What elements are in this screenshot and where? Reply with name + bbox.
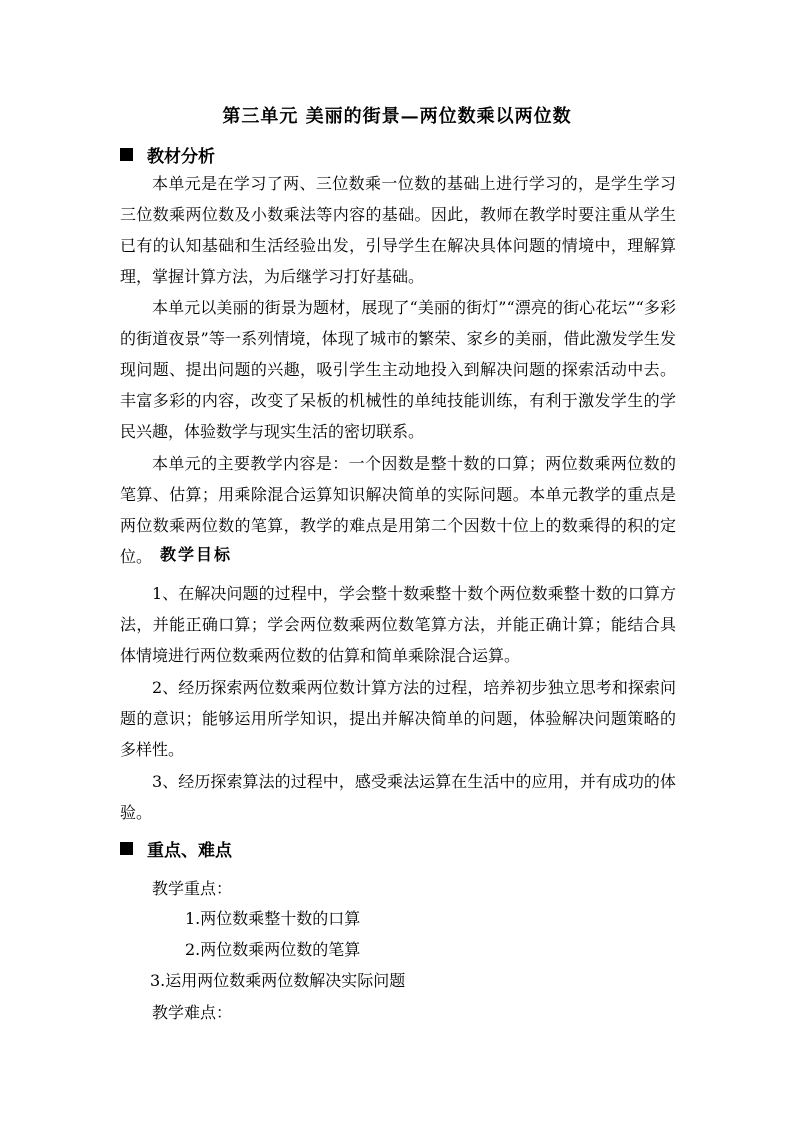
section-heading-label: 教材分析 [147, 147, 215, 167]
analysis-paragraph-3: 本单元的主要教学内容是：一个因数是整十数的口算；两位数乘两位数的笔算、估算；用乘除混合运算知识解决简单的实际问题。本单元教学的重点是两位数乘两位数的笔算，教学的难点是用第二个因数十位上的数乘得的积的定位。 [120, 454, 676, 566]
goal-item-2: 2、经历探索两位数乘两位数计算方法的过程，培养初步独立思考和探索问题的意识；能够运用所学知识，提出并解决简单的问题，体验解决问题策略的多样性。 [120, 678, 676, 759]
goal-item-3: 3、经历探索算法的过程中，感受乘法运算在生活中的应用，并有成功的体验。 [120, 772, 676, 822]
section-heading-label: 重点、难点 [147, 841, 232, 861]
section-heading-goals: 教学目标 [160, 545, 233, 564]
square-bullet-icon [120, 842, 133, 855]
section-heading-analysis [120, 142, 215, 167]
difficulty-label: 教学难点： [152, 1003, 233, 1022]
key-point-item-1: 1.两位数乘整十数的口算 [185, 909, 361, 928]
analysis-paragraph-2: 本单元以美丽的街景为题材，展现了“美丽的街灯”“漂亮的街心花坛”“多彩的街道夜景”等一系列情境，体现了城市的繁荣、家乡的美丽，借此激发学生发现问题、提出问题的兴趣，吸引学生主动地投入到解决问题的探索活动中去。丰富多彩的内容，改变了呆板的机械性的单纯技能训练，有利于激发学生的学民兴趣，体验数学与现实生活的密切联系。 [120, 298, 676, 441]
square-bullet-icon [120, 148, 133, 161]
document-title: 第三单元 美丽的街景—两位数乘以两位数 [222, 106, 572, 127]
goal-item-1: 1、在解决问题的过程中，学会整十数乘整十数个两位数乘整十数的口算方法，并能正确口算；学会两位数乘两位数笔算方法，并能正确计算；能结合具体情境进行两位数乘两位数的估算和简单乘除混合运算。 [120, 584, 676, 665]
key-point-item-3: 3.运用两位数乘两位数解决实际问题 [150, 971, 406, 990]
analysis-paragraph-1: 本单元是在学习了两、三位数乘一位数的基础上进行学习的，是学生学习三位数乘两位数及小数乘法等内容的基础。因此，教师在教学时要注重从学生已有的认知基础和生活经验出发，引导学生在解决具体问题的情境中，理解算理，掌握计算方法，为后继学习打好基础。 [120, 174, 676, 286]
section-heading-key-points [120, 836, 232, 861]
key-points-label: 教学重点： [152, 879, 233, 898]
key-point-item-2: 2.两位数乘两位数的笔算 [185, 940, 361, 959]
